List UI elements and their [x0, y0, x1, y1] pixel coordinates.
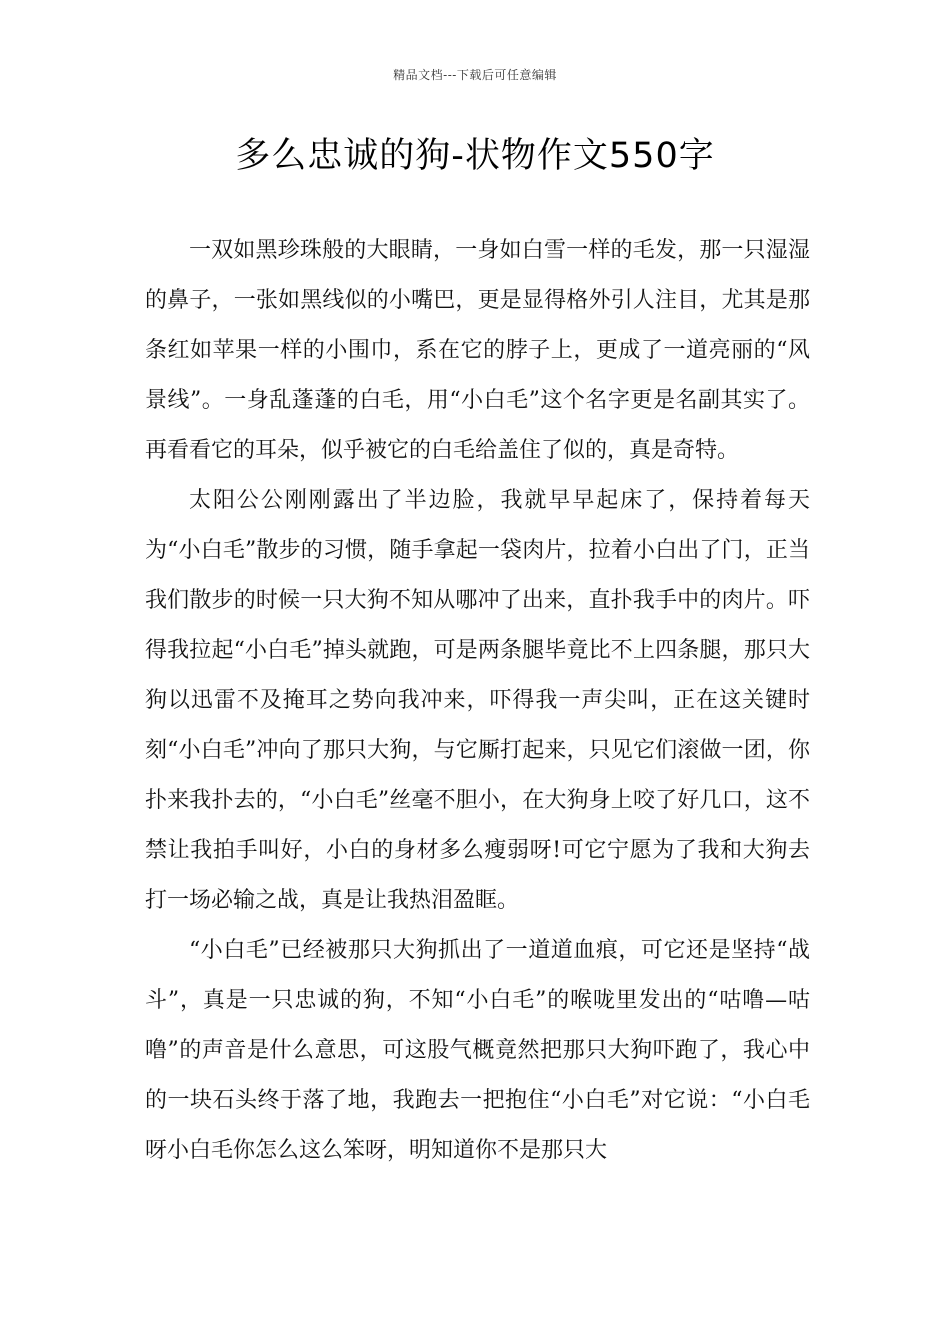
document-body [145, 226, 810, 1176]
paragraph: 太阳公公刚刚露出了半边脸，我就早早起床了，保持着每天为“小白毛”散步的习惯，随手拿起一袋肉片，拉着小白出了门，正当我们散步的时候一只大狗不知从哪冲了出来，直扑我手中的肉片。吓得我拉起“小白毛”掉头就跑，可是两条腿毕竟比不上四条腿，那只大狗以迅雷不及掩耳之势向我冲来，吓得我一声尖叫，正在这关键时刻“小白毛”冲向了那只大狗，与它厮打起来，只见它们滚做一团，你扑来我扑去的，“小白毛”丝毫不胆小，在大狗身上咬了好几口，这不禁让我拍手叫好，小白的身材多么瘦弱呀!可它宁愿为了我和大狗去打一场必输之战，真是让我热泪盈眶。 [145, 488, 810, 913]
paragraph: “小白毛”已经被那只大狗抓出了一道道血痕，可它还是坚持“战斗”，真是一只忠诚的狗，不知“小白毛”的喉咙里发出的“咕噜—咕噜”的声音是什么意思，可这股气概竟然把那只大狗吓跑了，我心中的一块石头终于落了地，我跑去一把抱住“小白毛”对它说：“小白毛呀小白毛你怎么这么笨呀，明知道你不是那只大 [145, 938, 810, 1163]
header-note: 精品文档---下载后可任意编辑 [393, 68, 557, 82]
paragraph: 一双如黑珍珠般的大眼睛，一身如白雪一样的毛发，那一只湿湿的鼻子，一张如黑线似的小嘴巴，更是显得格外引人注目，尤其是那条红如苹果一样的小围巾，系在它的脖子上，更成了一道亮丽的“风景线”。一身乱蓬蓬的白毛，用“小白毛”这个名字更是名副其实了。再看看它的耳朵，似乎被它的白毛给盖住了似的，真是奇特。 [145, 238, 810, 463]
document-title: 多么忠诚的狗-状物作文550字 [235, 136, 715, 176]
